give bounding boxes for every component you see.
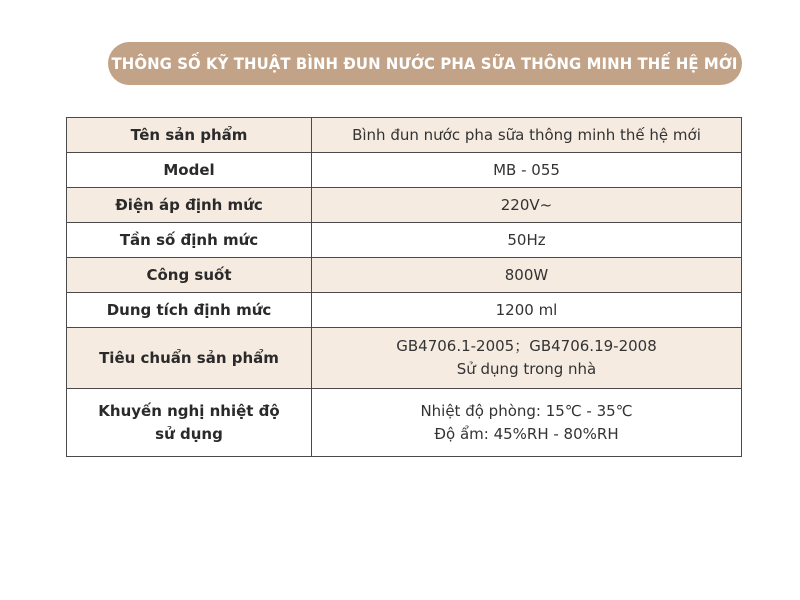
- spec-label-power: Công suốt: [67, 258, 312, 293]
- table-row: [67, 153, 742, 188]
- spec-value-line: Nhiệt độ phòng: 15℃ - 35℃: [420, 401, 633, 420]
- table-row: [67, 258, 742, 293]
- spec-label-rated-voltage: Điện áp định mức: [67, 188, 312, 223]
- table-row: [67, 293, 742, 328]
- table-row: [67, 389, 742, 457]
- spec-value-line: GB4706.1-2005；GB4706.19-2008: [396, 337, 657, 355]
- spec-label-recommended-temperature: [67, 389, 312, 457]
- spec-value-rated-voltage: 220V~: [312, 188, 742, 223]
- spec-value-power: 800W: [312, 258, 742, 293]
- spec-value-model: MB - 055: [312, 153, 742, 188]
- table-row: [67, 223, 742, 258]
- spec-label-line: Khuyến nghị nhiệt độ: [98, 401, 280, 420]
- spec-table: [66, 117, 742, 457]
- spec-value-product-standard: [312, 328, 742, 389]
- spec-value-line: Sử dụng trong nhà: [456, 360, 597, 378]
- spec-value-rated-frequency: 50Hz: [312, 223, 742, 258]
- spec-label-product-name: Tên sản phẩm: [67, 118, 312, 153]
- spec-label-model: Model: [67, 153, 312, 188]
- table-row: [67, 118, 742, 153]
- spec-value-recommended-temperature: [312, 389, 742, 457]
- spec-label-product-standard: Tiêu chuẩn sản phẩm: [67, 328, 312, 389]
- spec-label-rated-capacity: Dung tích định mức: [67, 293, 312, 328]
- spec-label-line: sử dụng: [155, 424, 223, 443]
- spec-value-product-name: Bình đun nước pha sữa thông minh thế hệ mới: [312, 118, 742, 153]
- table-row: [67, 328, 742, 389]
- title-banner: [108, 42, 742, 85]
- spec-value-rated-capacity: 1200 ml: [312, 293, 742, 328]
- table-row: [67, 188, 742, 223]
- spec-value-line: Độ ẩm: 45%RH - 80%RH: [434, 424, 619, 443]
- page-title: THÔNG SỐ KỸ THUẬT BÌNH ĐUN NƯỚC PHA SỮA THÔNG MINH THẾ HỆ MỚI: [112, 54, 739, 73]
- spec-label-rated-frequency: Tần số định mức: [67, 223, 312, 258]
